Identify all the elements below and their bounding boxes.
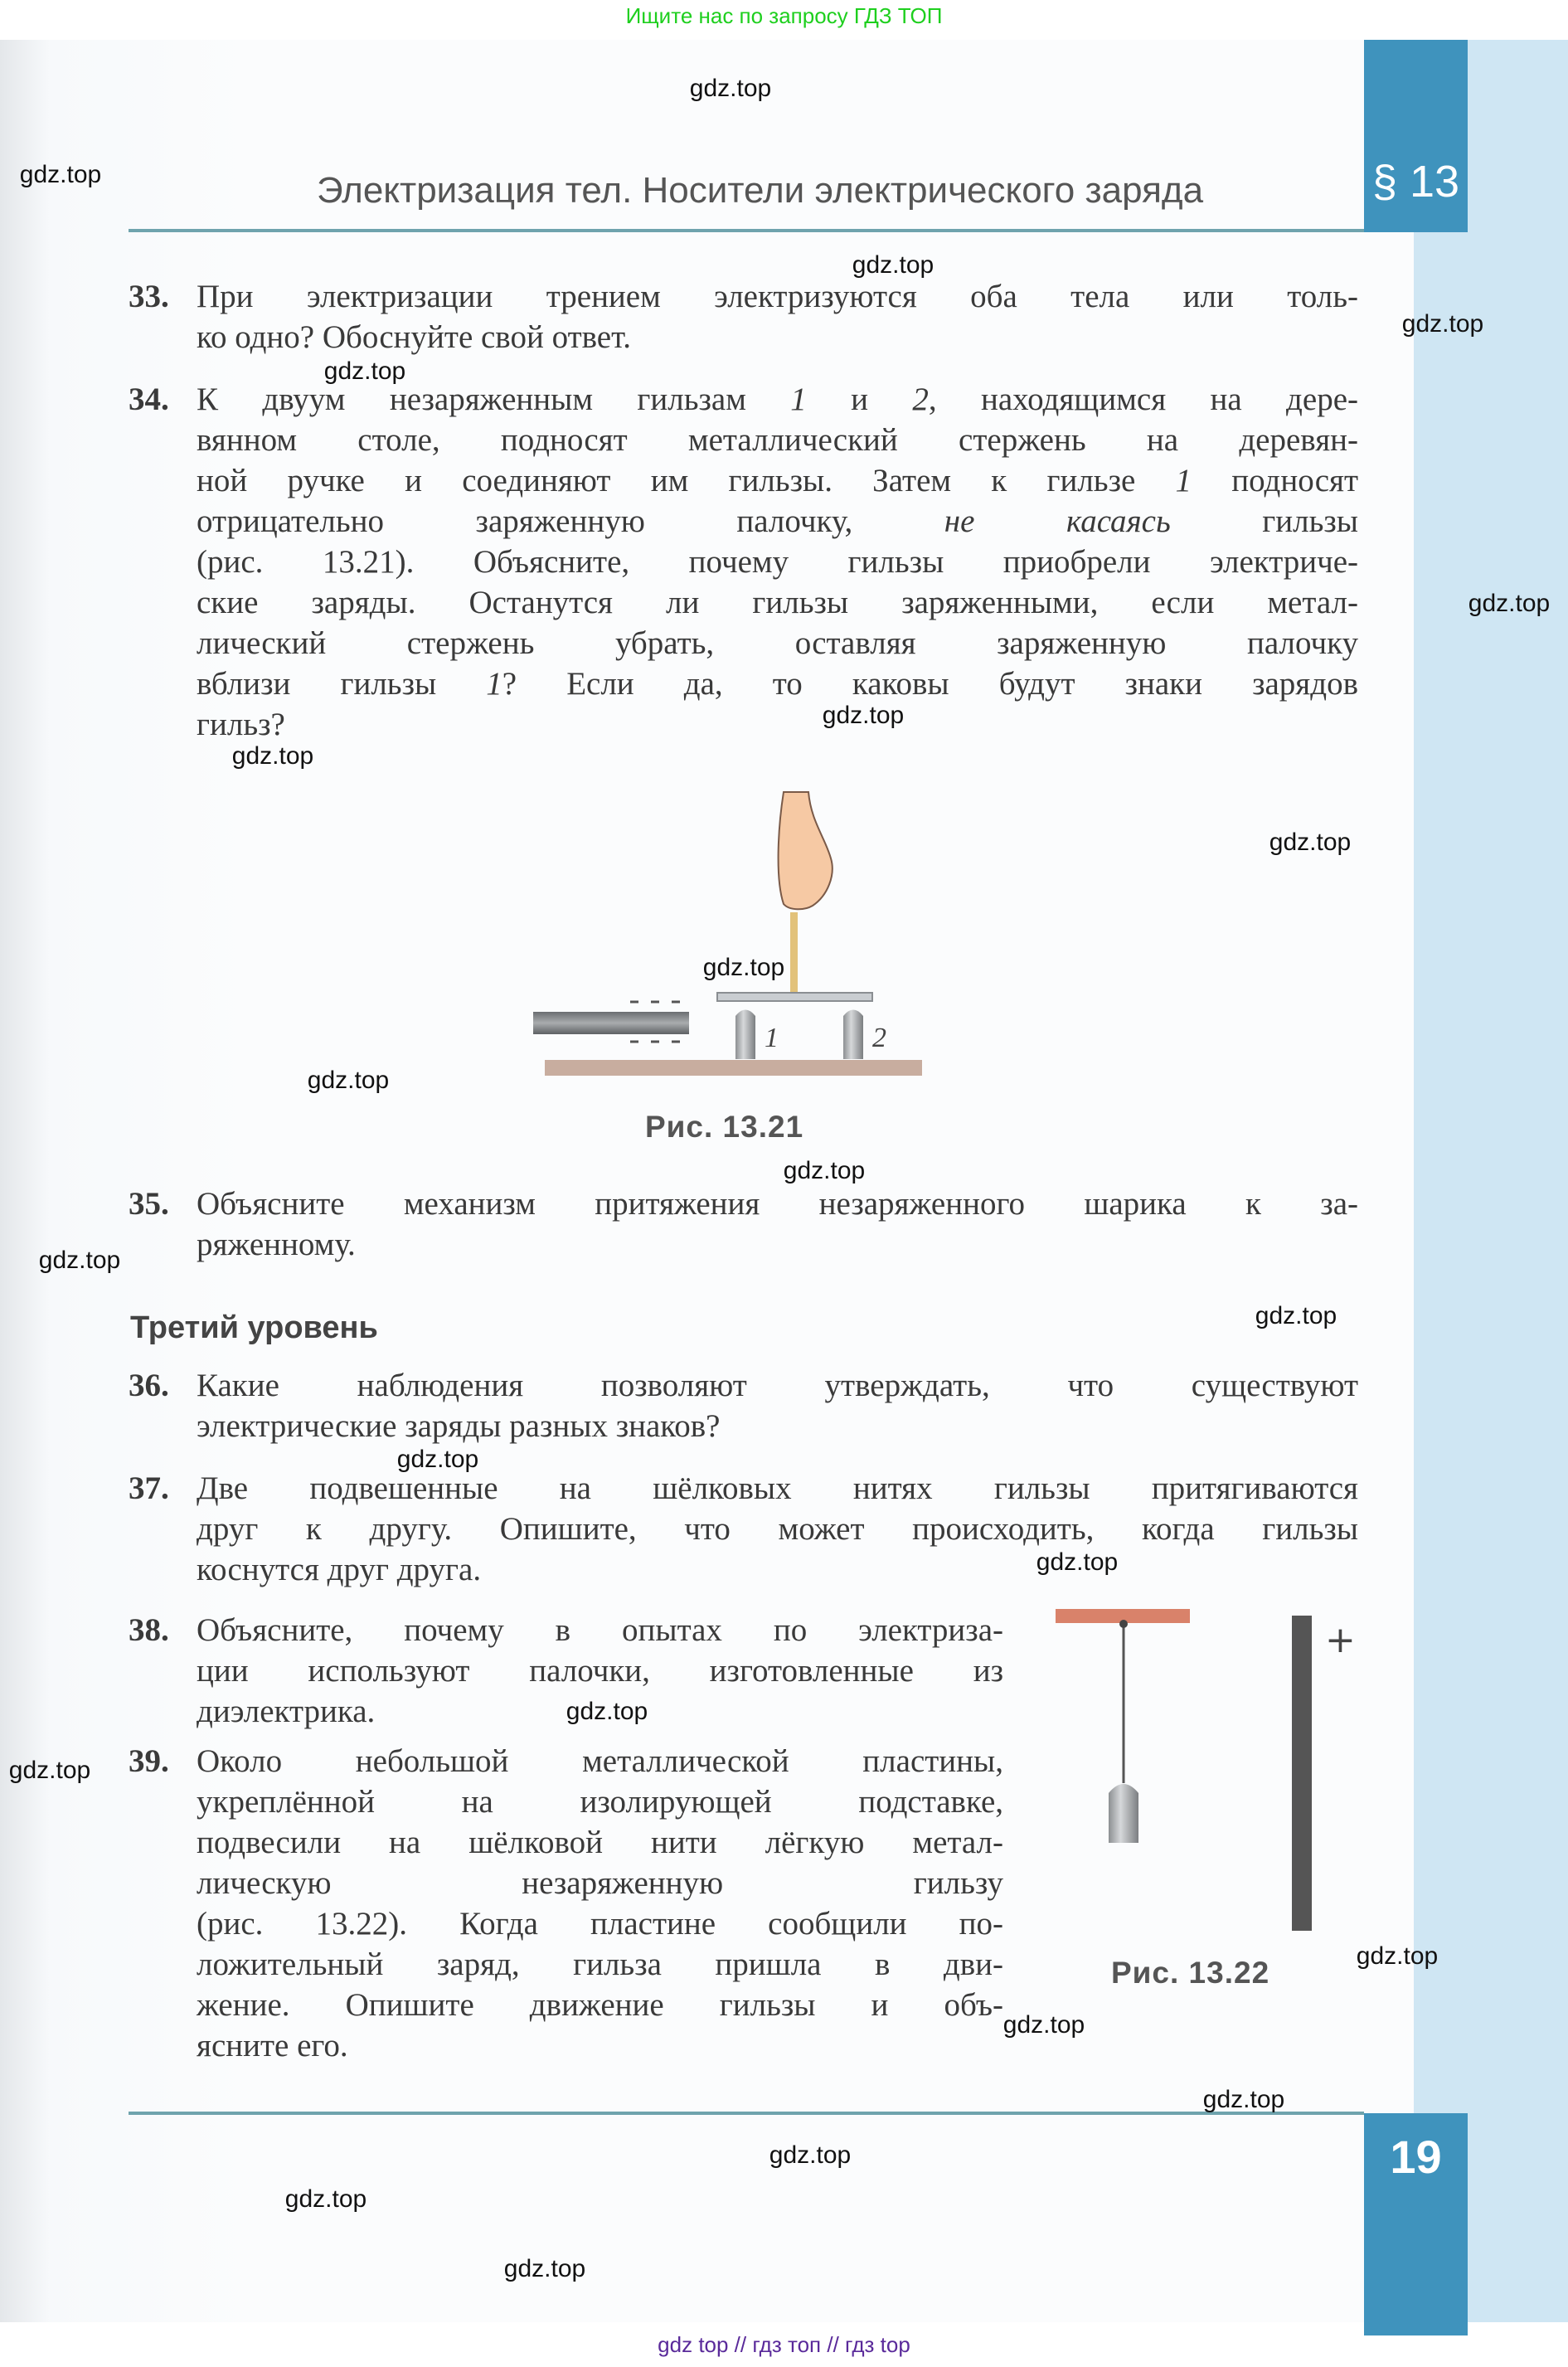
watermark: gdz.top <box>1269 829 1352 856</box>
text-line: ко одно? Обоснуйте свой ответ. <box>197 319 631 355</box>
problem-number: 39. <box>129 1743 169 1779</box>
text-line: Около небольшой металлической пластины, <box>197 1743 1003 1779</box>
problem-number: 35. <box>129 1186 169 1222</box>
plus-sign: + <box>1325 1619 1356 1661</box>
text-line: Объясните механизм притяжения незаряженного шарика к за- <box>197 1186 1358 1222</box>
text-line: Какие наблюдения позволяют утверждать, что существуют <box>197 1368 1358 1403</box>
text-line: Две подвешенные на шёлковых нитях гильзы притягиваются <box>197 1470 1358 1506</box>
watermark: gdz.top <box>1202 2086 1285 2113</box>
text-line: лическую незаряженную гильзу <box>197 1865 1003 1901</box>
text-line: жение. Опишите движение гильзы и объ- <box>197 1987 1003 2023</box>
top-banner-link[interactable]: Ищите нас по запросу ГДЗ ТОП <box>625 3 943 28</box>
watermark: gdz.top <box>19 161 102 188</box>
watermark: gdz.top <box>323 357 406 385</box>
level-heading: Третий уровень <box>130 1310 378 1345</box>
footer-link[interactable]: gdz top // гдз топ // гдз top <box>658 2332 910 2357</box>
section-tab <box>1364 40 1468 232</box>
text-line: электрические заряды разных знаков? <box>197 1408 721 1444</box>
text-line: отрицательно заряженную палочку, не касаясь гильзы <box>197 503 1358 539</box>
italic-term: 1 <box>1175 463 1192 498</box>
problem-number: 33. <box>129 279 169 314</box>
text-line: Объясните, почему в опытах по электриза- <box>197 1612 1003 1648</box>
text-line: (рис. 13.22). Когда пластине сообщили по- <box>197 1906 1003 1942</box>
section-number: § 13 <box>1371 157 1460 207</box>
watermark: gdz.top <box>1255 1302 1337 1329</box>
problem-34 <box>129 379 1358 745</box>
stick <box>790 912 798 994</box>
italic-term: 1 <box>486 666 502 702</box>
text-line: К двуум незаряженным гильзам 1 и 2, находящимся на дере- <box>197 382 1358 417</box>
text-line: При электризации трением электризуются оба тела или толь- <box>197 279 1358 314</box>
problem-number: 34. <box>129 382 169 417</box>
text-line: укреплённой на изолирующей подставке, <box>197 1784 1003 1820</box>
page-header-title: Электризация тел. Носители электрического заряда <box>317 170 1204 211</box>
watermark: gdz.top <box>566 1698 648 1725</box>
italic-term: 2 <box>912 382 929 417</box>
text-line: ряженному. <box>197 1227 356 1262</box>
problem-number: 38. <box>129 1612 169 1648</box>
watermark: gdz.top <box>1036 1548 1119 1576</box>
watermark: gdz.top <box>1002 2011 1085 2039</box>
metal-plate <box>1292 1616 1312 1931</box>
problem-33 <box>129 276 1358 357</box>
problem-36 <box>129 1365 1358 1446</box>
watermark: gdz.top <box>231 742 314 770</box>
watermark: gdz.top <box>8 1757 91 1784</box>
watermark: gdz.top <box>1401 310 1484 338</box>
text-line: ции используют палочки, изготовленные из <box>197 1653 1003 1689</box>
text-line: ной ручке и соединяют им гильзы. Затем к гильзе 1 подносят <box>197 463 1358 498</box>
watermark: gdz.top <box>503 2255 586 2282</box>
problem-37 <box>129 1468 1358 1590</box>
watermark: gdz.top <box>783 1157 866 1184</box>
text-line: ские заряды. Останутся ли гильзы заряженными, если метал- <box>197 585 1358 620</box>
shell-1 <box>735 1010 755 1060</box>
watermark: gdz.top <box>38 1247 121 1274</box>
problem-35 <box>129 1184 1358 1265</box>
text-line: диэлектрика. <box>197 1694 376 1729</box>
page-margin-strip <box>1414 40 1568 2322</box>
shell-2 <box>843 1010 863 1060</box>
metal-plate <box>717 993 872 1001</box>
problem-39 <box>129 1741 1003 2066</box>
footer-divider <box>129 2112 1364 2115</box>
watermark: gdz.top <box>852 251 934 279</box>
watermark: gdz.top <box>689 75 772 102</box>
italic-term: не касаясь <box>944 503 1171 539</box>
text-line: подвесили на шёлковой нити лёгкую метал- <box>197 1825 1003 1860</box>
watermark: gdz.top <box>1468 590 1551 617</box>
shell-2-label: 2 <box>872 1023 886 1053</box>
watermark: gdz.top <box>1356 1942 1439 1970</box>
page-number: 19 <box>1390 2131 1442 2183</box>
watermark: gdz.top <box>396 1446 479 1473</box>
watermark: gdz.top <box>769 2141 852 2169</box>
header-divider <box>129 229 1364 232</box>
problem-number: 37. <box>129 1470 169 1506</box>
text-line: гильз? <box>197 707 285 742</box>
shell-1-label: 1 <box>765 1023 779 1053</box>
hand <box>779 792 833 909</box>
figure-13-22-caption: Рис. 13.22 <box>1111 1956 1270 1990</box>
text-line: ложительный заряд, гильза пришла в дви- <box>197 1947 1003 1982</box>
text-line: ясните его. <box>197 2028 348 2063</box>
watermark: gdz.top <box>702 954 785 981</box>
text-line: лический стержень убрать, оставляя заряженную палочку <box>197 625 1358 661</box>
watermark: gdz.top <box>822 702 905 729</box>
text-line: друг к другу. Опишите, что может происходить, когда гильзы <box>197 1511 1358 1547</box>
figure-13-21 <box>531 780 945 1095</box>
text-line: коснутся друг друга. <box>197 1552 482 1587</box>
charged-rod <box>533 1012 689 1034</box>
text-line: (рис. 13.21). Объясните, почему гильзы приобрели электриче- <box>197 544 1358 580</box>
figure-13-22 <box>1045 1601 1376 1941</box>
watermark: gdz.top <box>284 2185 367 2213</box>
table-surface <box>545 1060 922 1076</box>
figure-13-21-caption: Рис. 13.21 <box>645 1110 804 1144</box>
text-line: вянном столе, подносят металлический стержень на деревян- <box>197 422 1358 458</box>
metal-shell <box>1109 1784 1138 1843</box>
problem-number: 36. <box>129 1368 169 1403</box>
page-number-tab <box>1364 2113 1468 2335</box>
italic-term: 1 <box>790 382 807 417</box>
text-line: вблизи гильзы 1? Если да, то каковы будут знаки зарядов <box>197 666 1358 702</box>
watermark: gdz.top <box>307 1067 390 1094</box>
